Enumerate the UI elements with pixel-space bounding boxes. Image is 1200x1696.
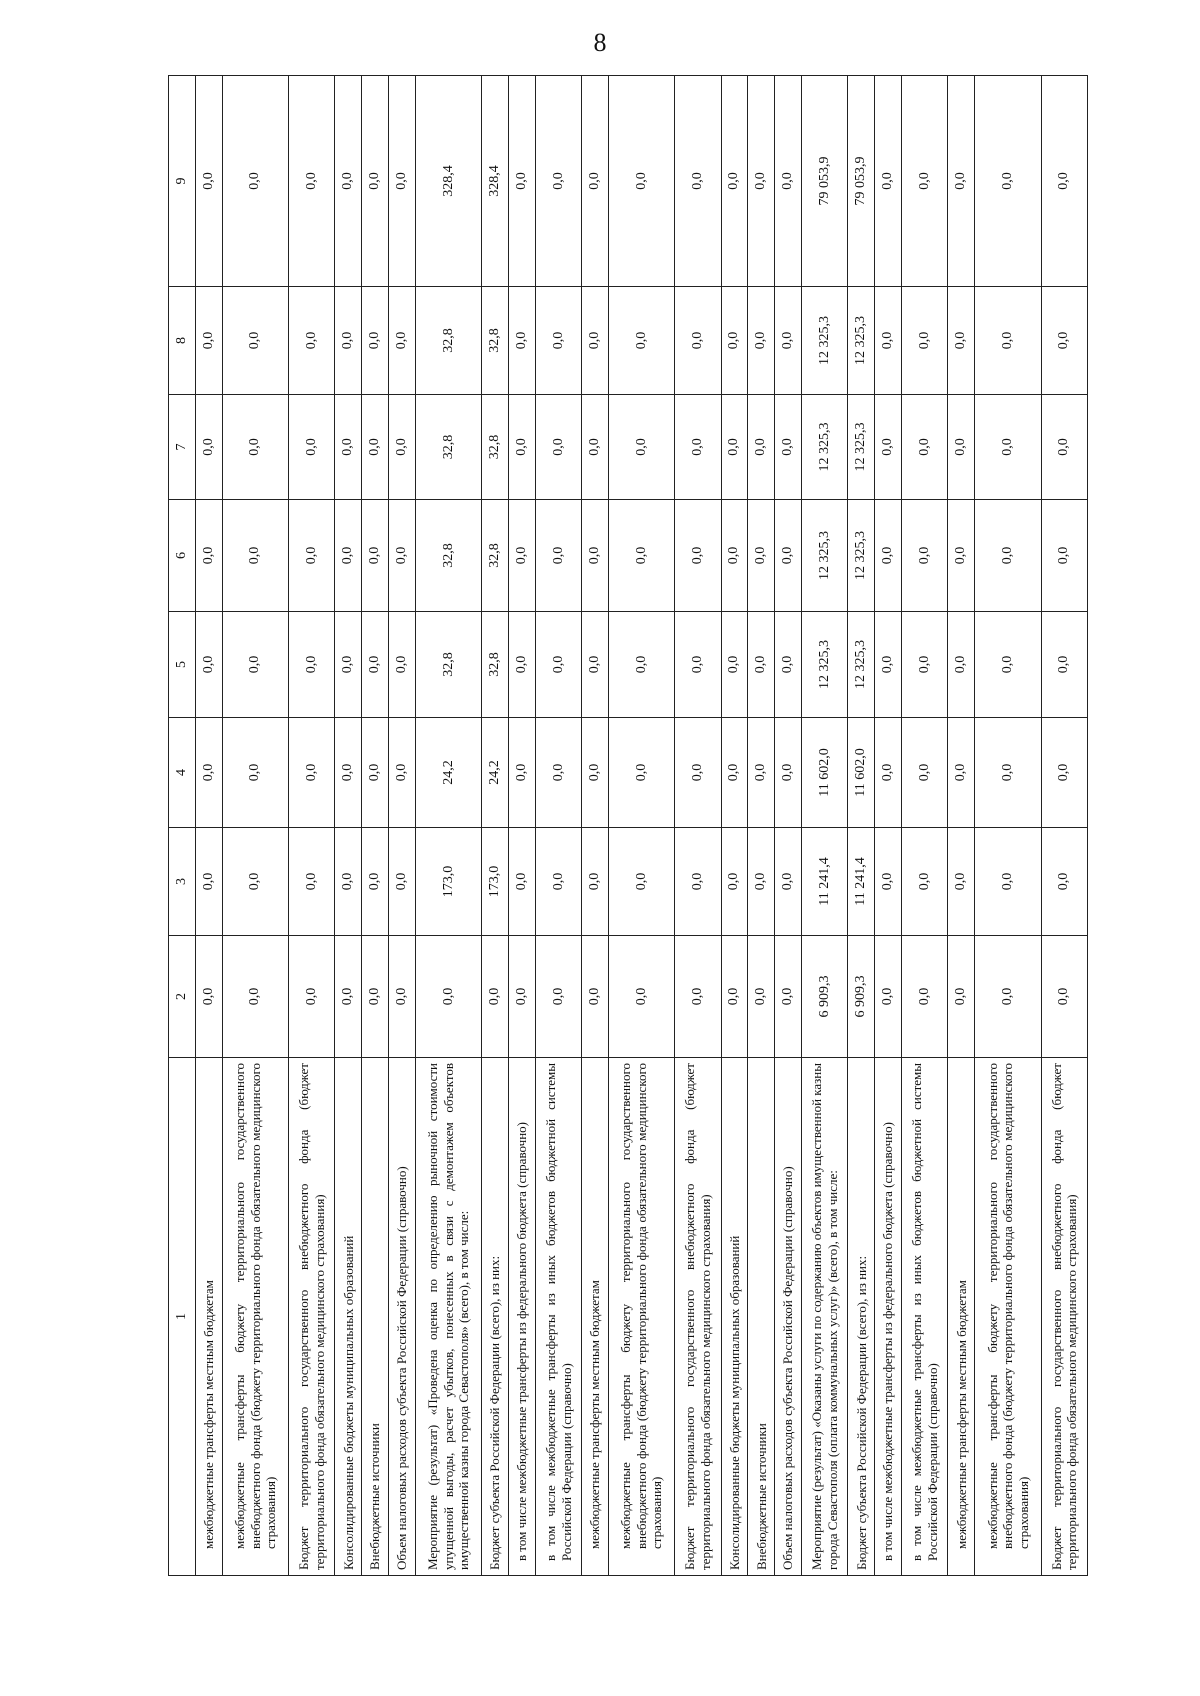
row-value: 0,0 bbox=[289, 395, 335, 500]
row-label: Мероприятие (результат) «Оказаны услуги по содержанию объектов имущественной казны города Севастополя (оплата коммунальных услуг)» (всего), в том числе: bbox=[802, 1058, 848, 1576]
row-value: 12 325,3 bbox=[848, 395, 875, 500]
row-value: 0,0 bbox=[389, 395, 416, 500]
row-value: 0,0 bbox=[975, 76, 1041, 287]
row-value: 0,0 bbox=[509, 828, 536, 936]
row-value: 0,0 bbox=[196, 76, 223, 287]
row-value: 0,0 bbox=[362, 828, 389, 936]
row-value: 0,0 bbox=[775, 718, 802, 828]
row-value: 0,0 bbox=[389, 500, 416, 612]
table-row bbox=[675, 76, 721, 1576]
column-header: 8 bbox=[169, 287, 196, 395]
row-value: 0,0 bbox=[948, 718, 975, 828]
row-value: 0,0 bbox=[902, 612, 948, 718]
row-value: 0,0 bbox=[509, 395, 536, 500]
row-value: 0,0 bbox=[196, 612, 223, 718]
row-value: 328,4 bbox=[415, 76, 481, 287]
row-value: 173,0 bbox=[415, 828, 481, 936]
row-value: 0,0 bbox=[582, 287, 609, 395]
row-value: 0,0 bbox=[509, 612, 536, 718]
row-value: 0,0 bbox=[721, 287, 748, 395]
row-value: 0,0 bbox=[609, 612, 675, 718]
row-value: 0,0 bbox=[902, 395, 948, 500]
row-value: 0,0 bbox=[948, 287, 975, 395]
row-label: в том числе межбюджетные трансферты из федерального бюджета (справочно) bbox=[509, 1058, 536, 1576]
table-row bbox=[848, 76, 875, 1576]
row-value: 0,0 bbox=[1041, 500, 1087, 612]
row-value: 0,0 bbox=[509, 76, 536, 287]
row-value: 0,0 bbox=[675, 718, 721, 828]
row-value: 0,0 bbox=[675, 395, 721, 500]
row-value: 11 241,4 bbox=[802, 828, 848, 936]
table-row bbox=[1041, 76, 1087, 1576]
row-value: 0,0 bbox=[875, 828, 902, 936]
row-value: 0,0 bbox=[948, 500, 975, 612]
row-value: 0,0 bbox=[196, 828, 223, 936]
row-value: 0,0 bbox=[721, 500, 748, 612]
row-value: 12 325,3 bbox=[848, 500, 875, 612]
row-value: 0,0 bbox=[582, 828, 609, 936]
row-value: 0,0 bbox=[222, 76, 288, 287]
row-value: 0,0 bbox=[535, 718, 581, 828]
column-header: 9 bbox=[169, 76, 196, 287]
row-value: 0,0 bbox=[1041, 395, 1087, 500]
row-value: 0,0 bbox=[975, 612, 1041, 718]
row-value: 0,0 bbox=[775, 828, 802, 936]
row-value: 0,0 bbox=[748, 828, 775, 936]
row-value: 0,0 bbox=[748, 500, 775, 612]
row-value: 0,0 bbox=[335, 936, 362, 1058]
row-value: 0,0 bbox=[975, 936, 1041, 1058]
row-value: 0,0 bbox=[362, 287, 389, 395]
row-value: 0,0 bbox=[535, 287, 581, 395]
row-value: 0,0 bbox=[222, 828, 288, 936]
row-value: 0,0 bbox=[902, 76, 948, 287]
row-value: 0,0 bbox=[582, 76, 609, 287]
row-value: 0,0 bbox=[362, 76, 389, 287]
row-value: 0,0 bbox=[948, 828, 975, 936]
row-value: 6 909,3 bbox=[848, 936, 875, 1058]
row-value: 0,0 bbox=[675, 936, 721, 1058]
column-header: 4 bbox=[169, 718, 196, 828]
row-value: 0,0 bbox=[609, 828, 675, 936]
row-value: 0,0 bbox=[721, 395, 748, 500]
row-value: 0,0 bbox=[289, 287, 335, 395]
column-header: 1 bbox=[169, 1058, 196, 1576]
row-value: 0,0 bbox=[948, 936, 975, 1058]
row-value: 0,0 bbox=[335, 828, 362, 936]
row-value: 0,0 bbox=[289, 612, 335, 718]
table-row bbox=[389, 76, 416, 1576]
row-value: 0,0 bbox=[875, 718, 902, 828]
row-value: 0,0 bbox=[609, 718, 675, 828]
row-value: 0,0 bbox=[721, 76, 748, 287]
row-value: 0,0 bbox=[1041, 76, 1087, 287]
row-value: 0,0 bbox=[535, 612, 581, 718]
row-label: Бюджет субъекта Российской Федерации (всего), из них: bbox=[482, 1058, 509, 1576]
table-row bbox=[721, 76, 748, 1576]
row-value: 0,0 bbox=[748, 287, 775, 395]
row-value: 0,0 bbox=[748, 76, 775, 287]
row-value: 0,0 bbox=[875, 500, 902, 612]
row-value: 11 602,0 bbox=[802, 718, 848, 828]
row-value: 0,0 bbox=[1041, 936, 1087, 1058]
column-header: 5 bbox=[169, 612, 196, 718]
row-value: 0,0 bbox=[289, 76, 335, 287]
table-row bbox=[775, 76, 802, 1576]
row-value: 0,0 bbox=[582, 612, 609, 718]
row-value: 0,0 bbox=[196, 936, 223, 1058]
row-value: 0,0 bbox=[482, 936, 509, 1058]
row-value: 0,0 bbox=[389, 287, 416, 395]
row-value: 0,0 bbox=[875, 612, 902, 718]
row-value: 0,0 bbox=[196, 718, 223, 828]
table-row bbox=[289, 76, 335, 1576]
row-value: 32,8 bbox=[415, 612, 481, 718]
row-value: 0,0 bbox=[775, 287, 802, 395]
row-value: 32,8 bbox=[482, 395, 509, 500]
row-value: 0,0 bbox=[535, 936, 581, 1058]
row-value: 0,0 bbox=[748, 936, 775, 1058]
row-value: 0,0 bbox=[335, 287, 362, 395]
row-value: 0,0 bbox=[748, 612, 775, 718]
table-row bbox=[902, 76, 948, 1576]
row-value: 79 053,9 bbox=[848, 76, 875, 287]
row-value: 0,0 bbox=[335, 500, 362, 612]
row-label: межбюджетные трансферты бюджету территориального государственного внебюджетного фонда (бюджету территориального фонда обязательного медицинского страхования) bbox=[975, 1058, 1041, 1576]
row-value: 0,0 bbox=[362, 500, 389, 612]
row-value: 0,0 bbox=[335, 612, 362, 718]
row-value: 6 909,3 bbox=[802, 936, 848, 1058]
row-value: 0,0 bbox=[222, 718, 288, 828]
row-value: 0,0 bbox=[1041, 828, 1087, 936]
row-value: 79 053,9 bbox=[802, 76, 848, 287]
row-label: Бюджет субъекта Российской Федерации (всего), из них: bbox=[848, 1058, 875, 1576]
row-value: 0,0 bbox=[289, 718, 335, 828]
row-value: 0,0 bbox=[948, 612, 975, 718]
row-value: 0,0 bbox=[975, 718, 1041, 828]
rotated-table-container bbox=[168, 76, 1088, 1576]
row-value: 0,0 bbox=[609, 936, 675, 1058]
row-value: 0,0 bbox=[675, 287, 721, 395]
row-value: 173,0 bbox=[482, 828, 509, 936]
row-value: 12 325,3 bbox=[848, 287, 875, 395]
row-value: 0,0 bbox=[948, 395, 975, 500]
row-label: межбюджетные трансферты местным бюджетам bbox=[582, 1058, 609, 1576]
rotated-table-frame bbox=[168, 76, 1088, 1576]
row-value: 0,0 bbox=[875, 395, 902, 500]
column-header: 7 bbox=[169, 395, 196, 500]
row-label: Консолидированные бюджеты муниципальных образований bbox=[335, 1058, 362, 1576]
row-value: 0,0 bbox=[289, 500, 335, 612]
row-label: Мероприятие (результат) «Проведена оценка по определению рыночной стоимости упущенной выгоды, расчет убытков, понесенных в связи с демонтажем объектов имущественной казны города Севастополя» (всего), в том числе: bbox=[415, 1058, 481, 1576]
table-row bbox=[335, 76, 362, 1576]
row-value: 0,0 bbox=[196, 287, 223, 395]
row-value: 0,0 bbox=[775, 612, 802, 718]
row-value: 0,0 bbox=[509, 936, 536, 1058]
page-number: 8 bbox=[593, 28, 607, 57]
row-value: 0,0 bbox=[902, 718, 948, 828]
row-value: 0,0 bbox=[362, 395, 389, 500]
row-value: 0,0 bbox=[1041, 612, 1087, 718]
row-label: Бюджет территориального государственного внебюджетного фонда (бюджет территориального фонда обязательного медицинского страхования) bbox=[1041, 1058, 1087, 1576]
budget-table bbox=[168, 75, 1088, 1576]
row-value: 0,0 bbox=[721, 828, 748, 936]
row-value: 0,0 bbox=[948, 76, 975, 287]
row-label: в том числе межбюджетные трансферты из федерального бюджета (справочно) bbox=[875, 1058, 902, 1576]
row-label: в том числе межбюджетные трансферты из иных бюджетов бюджетной системы Российской Федерации (справочно) bbox=[902, 1058, 948, 1576]
row-value: 0,0 bbox=[721, 718, 748, 828]
row-value: 11 241,4 bbox=[848, 828, 875, 936]
row-value: 0,0 bbox=[289, 936, 335, 1058]
row-value: 328,4 bbox=[482, 76, 509, 287]
row-label: Внебюджетные источники bbox=[362, 1058, 389, 1576]
row-value: 0,0 bbox=[721, 612, 748, 718]
row-value: 0,0 bbox=[609, 395, 675, 500]
table-row bbox=[802, 76, 848, 1576]
row-value: 0,0 bbox=[875, 936, 902, 1058]
row-value: 0,0 bbox=[902, 828, 948, 936]
row-value: 0,0 bbox=[389, 828, 416, 936]
row-value: 0,0 bbox=[362, 612, 389, 718]
row-value: 32,8 bbox=[415, 395, 481, 500]
row-value: 0,0 bbox=[775, 500, 802, 612]
row-value: 0,0 bbox=[721, 936, 748, 1058]
row-value: 0,0 bbox=[582, 718, 609, 828]
column-header: 3 bbox=[169, 828, 196, 936]
row-value: 0,0 bbox=[289, 828, 335, 936]
row-value: 0,0 bbox=[975, 828, 1041, 936]
table-row bbox=[875, 76, 902, 1576]
row-value: 0,0 bbox=[582, 936, 609, 1058]
row-value: 0,0 bbox=[362, 718, 389, 828]
row-value: 0,0 bbox=[582, 500, 609, 612]
column-header: 6 bbox=[169, 500, 196, 612]
row-label: Консолидированные бюджеты муниципальных образований bbox=[721, 1058, 748, 1576]
table-row bbox=[196, 76, 223, 1576]
row-value: 12 325,3 bbox=[802, 395, 848, 500]
row-value: 0,0 bbox=[335, 395, 362, 500]
row-value: 0,0 bbox=[335, 76, 362, 287]
row-value: 32,8 bbox=[482, 612, 509, 718]
table-row bbox=[509, 76, 536, 1576]
row-label: межбюджетные трансферты бюджету территориального государственного внебюджетного фонда (бюджету территориального фонда обязательного медицинского страхования) bbox=[609, 1058, 675, 1576]
table-header-row bbox=[169, 76, 196, 1576]
row-value: 0,0 bbox=[975, 287, 1041, 395]
row-value: 0,0 bbox=[609, 287, 675, 395]
row-value: 0,0 bbox=[902, 500, 948, 612]
row-value: 0,0 bbox=[775, 936, 802, 1058]
row-value: 0,0 bbox=[609, 500, 675, 612]
row-value: 0,0 bbox=[675, 76, 721, 287]
row-value: 0,0 bbox=[389, 76, 416, 287]
row-value: 0,0 bbox=[509, 287, 536, 395]
row-value: 12 325,3 bbox=[848, 612, 875, 718]
row-label: межбюджетные трансферты местным бюджетам bbox=[948, 1058, 975, 1576]
row-value: 0,0 bbox=[222, 500, 288, 612]
row-value: 0,0 bbox=[875, 76, 902, 287]
table-row bbox=[748, 76, 775, 1576]
row-value: 0,0 bbox=[675, 612, 721, 718]
row-value: 0,0 bbox=[389, 612, 416, 718]
row-value: 0,0 bbox=[582, 395, 609, 500]
row-label: Бюджет территориального государственного внебюджетного фонда (бюджет территориального фонда обязательного медицинского страхования) bbox=[289, 1058, 335, 1576]
row-value: 0,0 bbox=[222, 395, 288, 500]
row-label: Внебюджетные источники bbox=[748, 1058, 775, 1576]
row-value: 0,0 bbox=[748, 395, 775, 500]
table-body bbox=[196, 76, 1088, 1576]
row-value: 0,0 bbox=[335, 718, 362, 828]
row-value: 0,0 bbox=[222, 287, 288, 395]
row-value: 0,0 bbox=[222, 936, 288, 1058]
row-value: 0,0 bbox=[362, 936, 389, 1058]
row-value: 0,0 bbox=[535, 395, 581, 500]
row-label: Объем налоговых расходов субъекта Российской Федерации (справочно) bbox=[389, 1058, 416, 1576]
row-label: межбюджетные трансферты бюджету территориального государственного внебюджетного фонда (бюджету территориального фонда обязательного медицинского страхования) bbox=[222, 1058, 288, 1576]
row-label: межбюджетные трансферты местным бюджетам bbox=[196, 1058, 223, 1576]
row-value: 0,0 bbox=[535, 76, 581, 287]
row-value: 0,0 bbox=[389, 936, 416, 1058]
row-value: 0,0 bbox=[975, 500, 1041, 612]
row-value: 0,0 bbox=[902, 287, 948, 395]
row-value: 0,0 bbox=[1041, 287, 1087, 395]
table-row bbox=[482, 76, 509, 1576]
row-value: 12 325,3 bbox=[802, 500, 848, 612]
row-value: 0,0 bbox=[535, 500, 581, 612]
row-value: 0,0 bbox=[775, 76, 802, 287]
row-value: 0,0 bbox=[748, 718, 775, 828]
row-value: 0,0 bbox=[196, 500, 223, 612]
row-label: Бюджет территориального государственного внебюджетного фонда (бюджет территориального фонда обязательного медицинского страхования) bbox=[675, 1058, 721, 1576]
row-value: 11 602,0 bbox=[848, 718, 875, 828]
column-header: 2 bbox=[169, 936, 196, 1058]
row-value: 0,0 bbox=[975, 395, 1041, 500]
row-value: 0,0 bbox=[675, 500, 721, 612]
row-value: 0,0 bbox=[415, 936, 481, 1058]
row-value: 12 325,3 bbox=[802, 612, 848, 718]
table-row bbox=[362, 76, 389, 1576]
row-value: 0,0 bbox=[675, 828, 721, 936]
table-row bbox=[415, 76, 481, 1576]
row-value: 0,0 bbox=[902, 936, 948, 1058]
row-value: 0,0 bbox=[509, 718, 536, 828]
row-value: 0,0 bbox=[609, 76, 675, 287]
row-value: 0,0 bbox=[875, 287, 902, 395]
row-value: 0,0 bbox=[509, 500, 536, 612]
table-row bbox=[582, 76, 609, 1576]
row-value: 32,8 bbox=[415, 500, 481, 612]
row-value: 24,2 bbox=[415, 718, 481, 828]
row-value: 12 325,3 bbox=[802, 287, 848, 395]
row-value: 32,8 bbox=[415, 287, 481, 395]
row-value: 0,0 bbox=[222, 612, 288, 718]
row-label: Объем налоговых расходов субъекта Российской Федерации (справочно) bbox=[775, 1058, 802, 1576]
table-row bbox=[948, 76, 975, 1576]
row-value: 0,0 bbox=[196, 395, 223, 500]
row-value: 0,0 bbox=[775, 395, 802, 500]
row-value: 0,0 bbox=[535, 828, 581, 936]
row-value: 0,0 bbox=[389, 718, 416, 828]
row-value: 32,8 bbox=[482, 287, 509, 395]
table-row bbox=[609, 76, 675, 1576]
table-row bbox=[222, 76, 288, 1576]
row-label: в том числе межбюджетные трансферты из иных бюджетов бюджетной системы Российской Федерации (справочно) bbox=[535, 1058, 581, 1576]
row-value: 24,2 bbox=[482, 718, 509, 828]
table-row bbox=[975, 76, 1041, 1576]
row-value: 32,8 bbox=[482, 500, 509, 612]
row-value: 0,0 bbox=[1041, 718, 1087, 828]
table-row bbox=[535, 76, 581, 1576]
